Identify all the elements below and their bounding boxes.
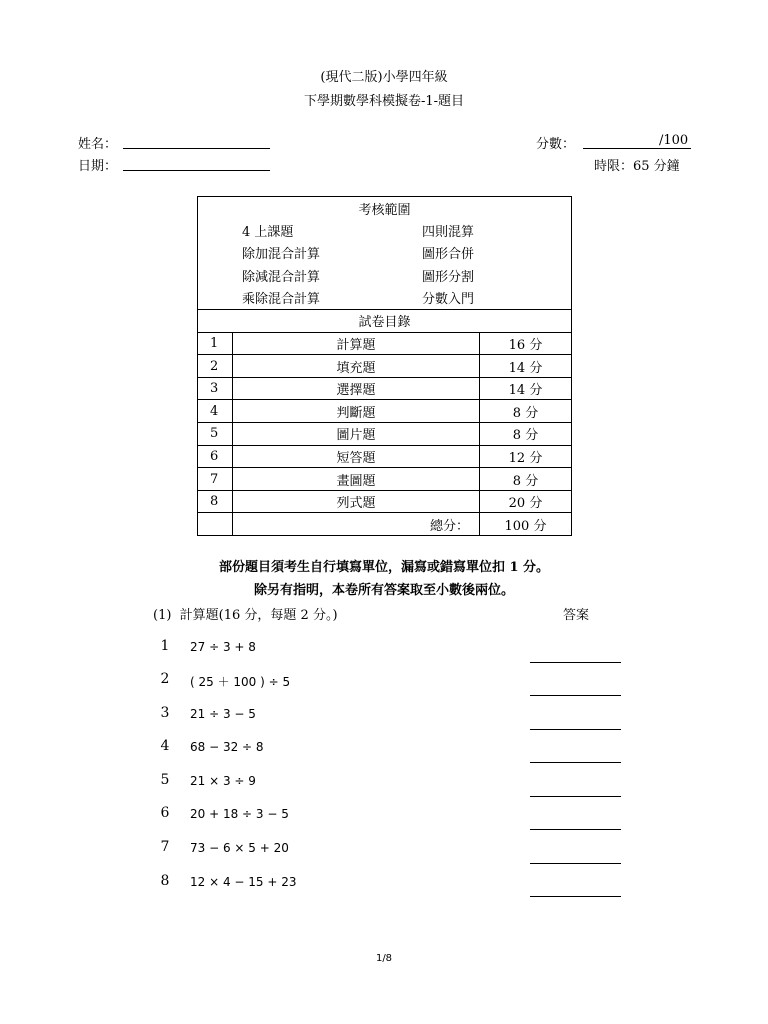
score-label: 分數： (536, 137, 576, 152)
answer-line[interactable] (530, 796, 621, 797)
score-total: /100 (659, 133, 689, 148)
question-number: 5 (160, 772, 170, 788)
section-number: 4 (198, 400, 233, 423)
total-blank-cell (198, 513, 233, 536)
section-name: 短答題 (233, 445, 480, 468)
answer-line[interactable] (530, 695, 621, 696)
section-marks: 14 分 (480, 355, 572, 378)
answer-label: 答案 (563, 608, 590, 623)
section-marks: 12 分 (480, 445, 572, 468)
question-expression: 20 + 18 ÷ 3 − 5 (190, 807, 289, 821)
question-expression: 12 × 4 − 15 + 23 (190, 875, 297, 889)
table-row (198, 377, 572, 400)
answer-line[interactable] (530, 863, 621, 864)
answer-line[interactable] (530, 729, 621, 730)
score-field[interactable] (583, 148, 691, 149)
question-number: 7 (160, 839, 170, 855)
table-row (198, 355, 572, 378)
section-marks: 8 分 (480, 423, 572, 446)
answer-line[interactable] (530, 662, 621, 663)
question-number: 3 (160, 705, 170, 721)
section-number: 7 (198, 468, 233, 491)
question-number: 6 (160, 805, 170, 821)
scope-left: 除減混合計算 (242, 270, 321, 286)
table-row (198, 423, 572, 446)
table-row (198, 400, 572, 423)
question-number: 1 (160, 638, 170, 654)
scope-row (198, 242, 572, 265)
paper-title-line1: (現代二版)小學四年級 (320, 70, 448, 85)
contents-title: 試卷目錄 (198, 310, 572, 333)
scope-row (198, 219, 572, 242)
scope-left: 4 上課題 (242, 224, 294, 240)
name-field[interactable] (123, 148, 270, 149)
section-number: 8 (198, 490, 233, 513)
scope-row (198, 287, 572, 310)
section-name: 列式題 (233, 490, 480, 513)
date-field[interactable] (123, 170, 270, 171)
section-name: 畫圖題 (233, 468, 480, 491)
answer-line[interactable] (530, 896, 621, 897)
scope-row (198, 264, 572, 287)
scope-left: 乘除混合計算 (242, 292, 321, 308)
section-name: 圖片題 (233, 423, 480, 446)
section-name: 選擇題 (233, 377, 480, 400)
section-heading: (1) 計算題(16 分，每題 2 分。) (153, 608, 338, 623)
section-name: 判斷題 (233, 400, 480, 423)
scope-right: 圖形分割 (422, 270, 475, 286)
total-label: 總分： (233, 513, 480, 536)
section-name: 計算題 (233, 332, 480, 355)
paper-title-line2: 下學期數學科模擬卷-1-題目 (303, 94, 465, 109)
question-expression: 27 ÷ 3 + 8 (190, 640, 256, 654)
table-row (198, 332, 572, 355)
question-expression: ( 25 ＋ 100 ) ÷ 5 (190, 675, 291, 689)
date-label: 日期： (78, 159, 118, 174)
name-label: 姓名： (78, 137, 118, 152)
answer-line[interactable] (530, 762, 621, 763)
section-marks: 20 分 (480, 490, 572, 513)
question-number: 2 (160, 671, 170, 687)
question-expression: 68 − 32 ÷ 8 (190, 740, 264, 754)
scope-title: 考核範圍 (198, 197, 572, 220)
total-row (198, 513, 572, 536)
exam-info-table (197, 196, 572, 536)
section-marks: 8 分 (480, 400, 572, 423)
table-row (198, 445, 572, 468)
question-expression: 21 × 3 ÷ 9 (190, 774, 256, 788)
scope-right: 圖形合併 (422, 247, 475, 263)
page-number: 1/8 (375, 953, 393, 964)
section-number: 3 (198, 377, 233, 400)
section-number: 1 (198, 332, 233, 355)
table-row (198, 490, 572, 513)
section-number: 5 (198, 423, 233, 446)
section-number: 2 (198, 355, 233, 378)
section-marks: 14 分 (480, 377, 572, 400)
section-number: 6 (198, 445, 233, 468)
scope-right: 分數入門 (422, 292, 475, 308)
question-number: 4 (160, 738, 170, 754)
total-value: 100 分 (480, 513, 572, 536)
answer-line[interactable] (530, 829, 621, 830)
question-expression: 21 ÷ 3 − 5 (190, 707, 256, 721)
question-number: 8 (160, 873, 170, 889)
section-marks: 8 分 (480, 468, 572, 491)
table-row (198, 468, 572, 491)
question-expression: 73 − 6 × 5 + 20 (190, 841, 289, 855)
notice-decimals: 除另有指明，本卷所有答案取至小數後兩位。 (253, 583, 514, 598)
notice-units: 部份題目須考生自行填寫單位，漏寫或錯寫單位扣 1 分。 (218, 560, 550, 575)
scope-right: 四則混算 (422, 224, 475, 240)
section-name: 填充題 (233, 355, 480, 378)
scope-left: 除加混合計算 (242, 247, 321, 263)
section-marks: 16 分 (480, 332, 572, 355)
time-limit: 時限：65 分鐘 (594, 159, 680, 174)
